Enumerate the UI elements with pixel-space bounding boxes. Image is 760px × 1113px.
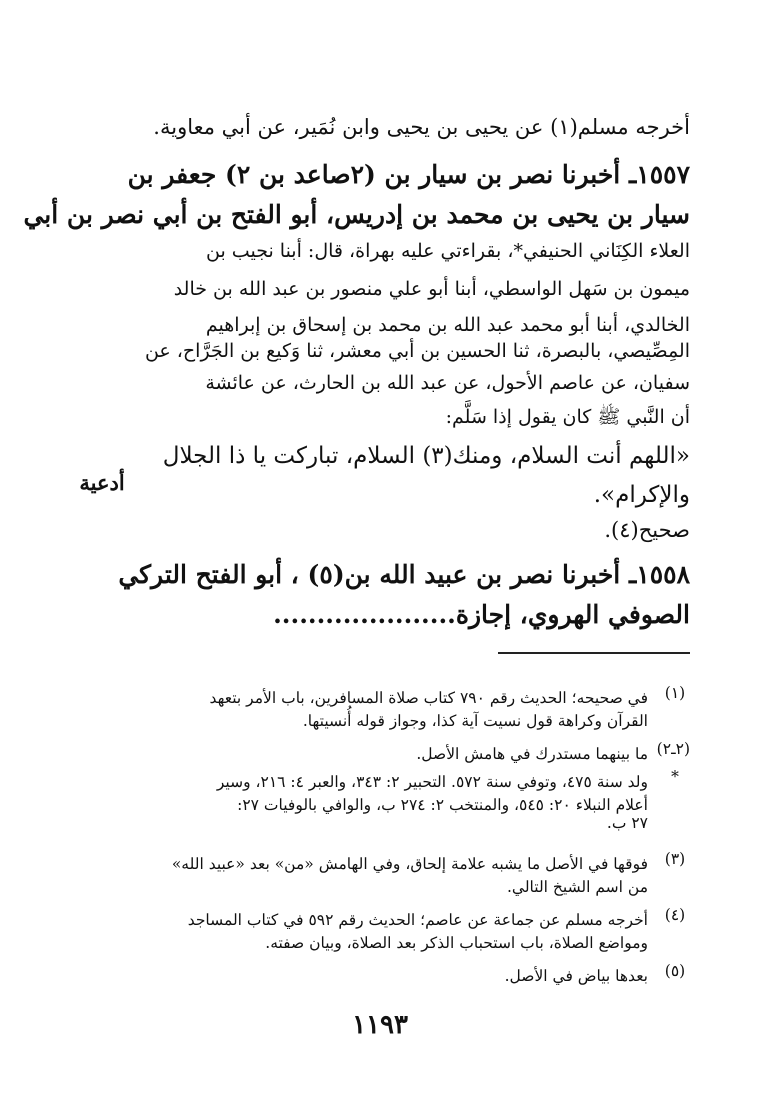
- footnote-text: ما بينهما مستدرك في هامش الأصل.: [416, 745, 648, 763]
- hadith-grade: صحيح(٤).: [604, 518, 690, 542]
- footnote-number: (٥): [664, 962, 686, 980]
- footnote-text: في صحيحه؛ الحديث رقم ٧٩٠ كتاب صلاة المسافرين، باب الأمر بتعهد: [209, 689, 648, 707]
- footnote: [150, 850, 690, 896]
- text-line: أخرجه مسلم(١) عن يحيى بن يحيى وابن نُمَير، عن أبي معاوية.: [153, 115, 690, 139]
- page-number: ١١٩٣: [352, 1010, 408, 1040]
- footnote-number: *: [671, 768, 679, 786]
- footnote-text: بعدها بياض في الأصل.: [504, 967, 648, 985]
- footnote-text: أعلام النبلاء ٢٠: ٥٤٥، والمنتخب ٢: ٢٧٤ ب، والوافي بالوفيات ٢٧:: [237, 796, 648, 814]
- footnote-text: القرآن وكراهة قول نسيت آية كذا، وجواز قوله أُنسيتها.: [302, 712, 648, 730]
- footnote: [150, 962, 690, 990]
- dua-text: «اللهم أنت السلام، ومنك(٣) السلام، تباركت يا ذا الجلال: [162, 443, 690, 469]
- footnote: [150, 684, 690, 730]
- footnote-text: من اسم الشيخ التالي.: [506, 878, 648, 896]
- footnote-separator: [498, 652, 690, 654]
- text-line: ميمون بن سَهل الواسطي، أبنا أبو علي منصور بن عبد الله بن خالد: [173, 278, 690, 300]
- footnote-number: (٣): [664, 850, 686, 868]
- text-line: العلاء الكِنَاني الحنيفي*، بقراءتي عليه بهراة، قال: أبنا نجيب بن: [206, 240, 690, 262]
- text-line: الصوفي الهروي، إجازة.....................: [273, 600, 690, 629]
- footnote-number: (٢ـ٢): [656, 740, 690, 758]
- text-line: سيار بن يحيى بن محمد بن إدريس، أبو الفتح بن أبي نصر بن أبي: [23, 200, 690, 229]
- footnote-text: ولد سنة ٤٧٥، وتوفي سنة ٥٧٢. التحبير ٢: ٣٤٣، والعبر ٤: ٢١٦، وسير: [216, 773, 648, 791]
- footnote: [150, 740, 690, 768]
- hadith-1557-heading: ١٥٥٧ـ أخبرنا نصر بن سيار بن (٢صاعد بن ٢) جعفر بن: [127, 160, 690, 189]
- footnote-text: ومواضع الصلاة، باب استحباب الذكر بعد الصلاة، وبيان صفته.: [265, 934, 648, 952]
- margin-note: أدعية: [79, 470, 125, 495]
- footnote-text: فوقها في الأصل ما يشبه علامة إلحاق، وفي الهامش «من» بعد «عبيد الله»: [171, 855, 648, 873]
- text-line: أن النَّبي ﷺ كان يقول إذا سَلَّم:: [445, 406, 690, 428]
- dua-text: والإكرام».: [593, 482, 690, 508]
- text-line: الخالدي، أبنا أبو محمد عبد الله بن محمد بن إسحاق بن إبراهيم: [205, 314, 690, 336]
- hadith-1558-heading: ١٥٥٨ـ أخبرنا نصر بن عبيد الله بن(٥) ، أبو الفتح التركي: [118, 560, 690, 589]
- text-line: سفيان، عن عاصم الأحول، عن عبد الله بن الحارث، عن عائشة: [205, 372, 690, 394]
- text-line: المِصِّيصي، بالبصرة، ثنا الحسين بن أبي معشر، ثنا وَكيع بن الجَرَّاح، عن: [144, 340, 690, 362]
- footnote: [150, 768, 690, 832]
- footnote-text: ٢٧ ب.: [606, 814, 648, 832]
- footnote: [150, 906, 690, 952]
- footnote-number: (٤): [664, 906, 686, 924]
- footnote-number: (١): [664, 684, 686, 702]
- footnote-text: أخرجه مسلم عن جماعة عن عاصم؛ الحديث رقم ٥٩٢ في كتاب المساجد: [187, 911, 648, 929]
